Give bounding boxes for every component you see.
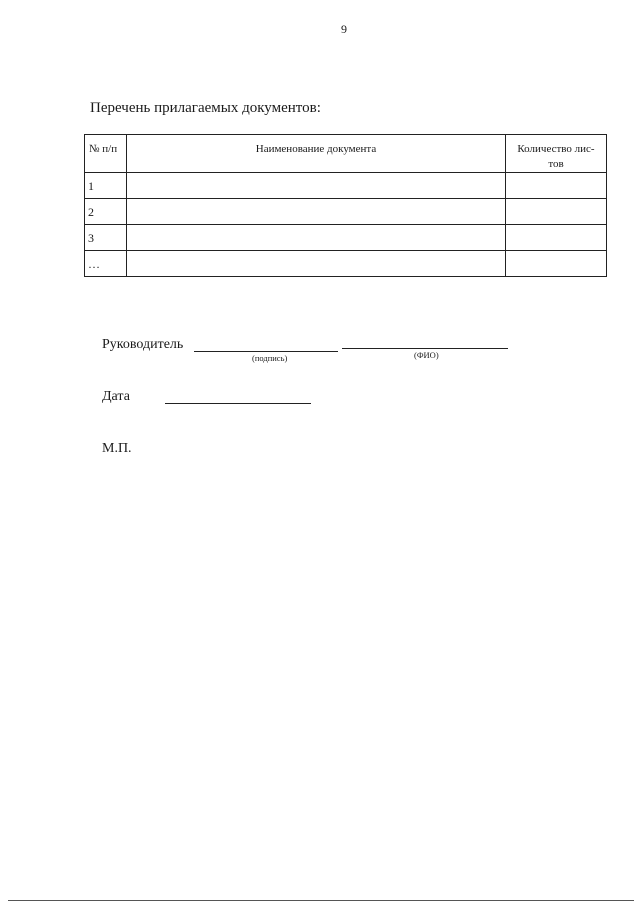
header-document-name: Наименование документа (127, 135, 506, 173)
row-document-name (127, 225, 506, 251)
row-number: 1 (85, 173, 127, 199)
table-row (85, 225, 607, 251)
row-number: 3 (85, 225, 127, 251)
documents-table (84, 134, 607, 277)
full-name-caption: (ФИО) (414, 350, 439, 360)
row-sheet-count (506, 173, 607, 199)
row-document-name (127, 251, 506, 277)
header-number: № п/п (85, 135, 127, 173)
row-sheet-count (506, 251, 607, 277)
signature-label: Руководитель (102, 337, 184, 352)
table-row (85, 251, 607, 277)
stamp-place-label: М.П. (102, 441, 132, 456)
row-document-name (127, 173, 506, 199)
row-number: … (85, 251, 127, 277)
row-number: 2 (85, 199, 127, 225)
header-sheet-count-line2: тов (548, 158, 564, 170)
signature-caption: (подпись) (252, 353, 288, 363)
table-header-row (85, 135, 607, 173)
signature-line (194, 351, 338, 352)
document-heading: Перечень прилагаемых документов: (90, 100, 321, 116)
page-number: 9 (341, 22, 347, 36)
full-name-line (342, 348, 508, 349)
date-label: Дата (102, 389, 130, 404)
table-row (85, 173, 607, 199)
header-sheet-count-line1: Количество лис- (517, 143, 595, 155)
header-sheet-count (506, 135, 607, 173)
row-document-name (127, 199, 506, 225)
date-line (165, 403, 311, 404)
row-sheet-count (506, 199, 607, 225)
page-bottom-edge (8, 900, 634, 901)
table-row (85, 199, 607, 225)
row-sheet-count (506, 225, 607, 251)
